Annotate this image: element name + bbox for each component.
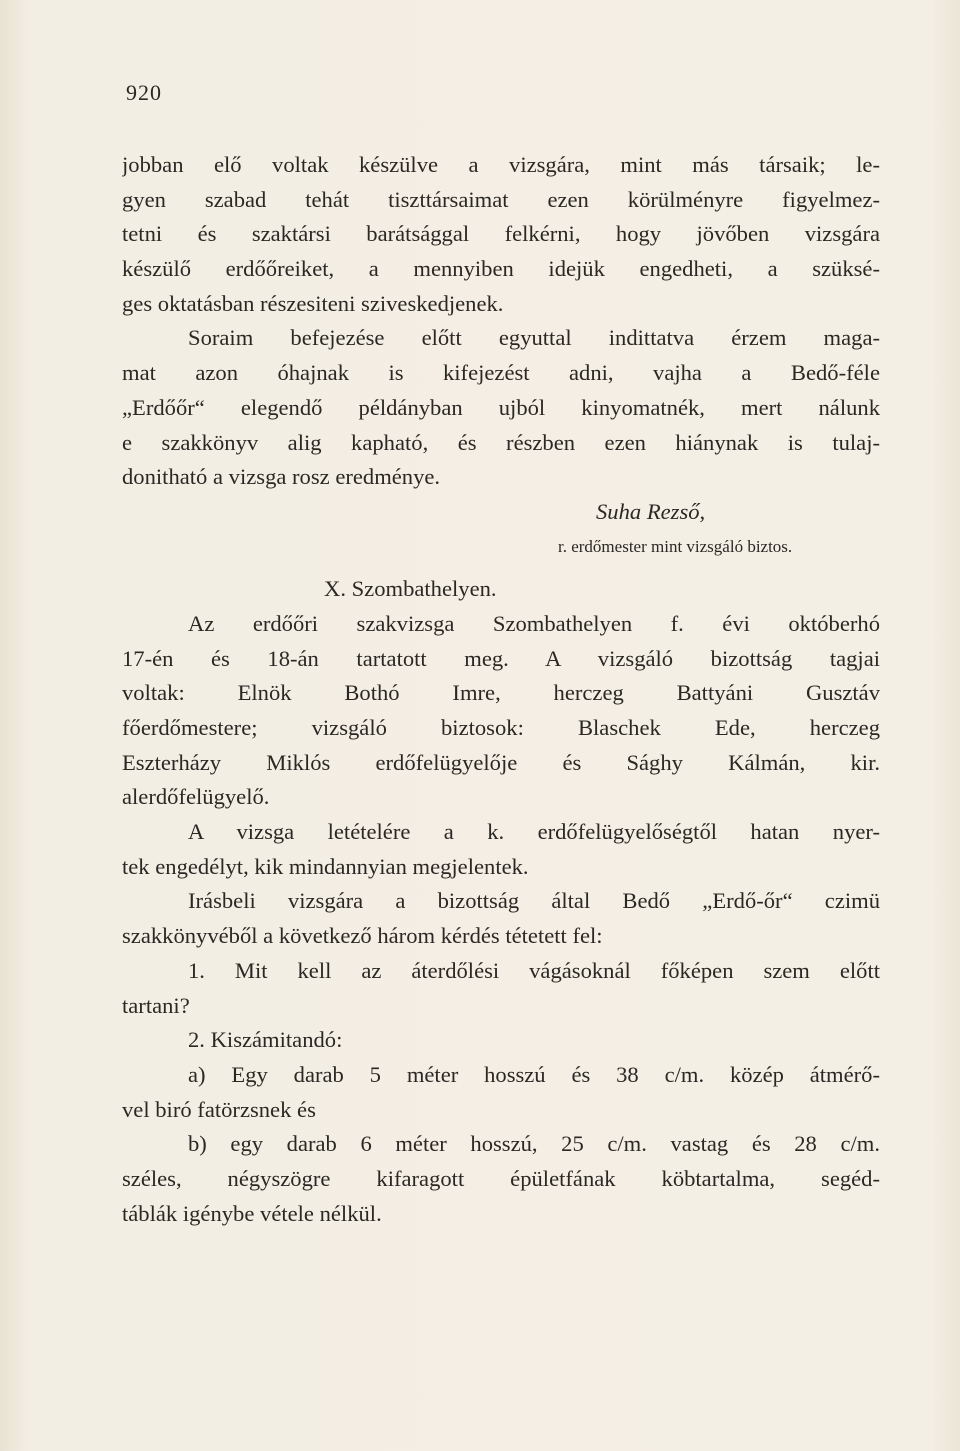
text-line: széles, négyszögre kifaragott épületfának köbtartalma, segéd-	[122, 1165, 880, 1191]
text-line: táblák igénybe vétele nélkül.	[122, 1200, 382, 1226]
text-line: ges oktatásban részesiteni sziveskedjenek.	[122, 290, 504, 316]
text-line: voltak: Elnök Bothó Imre, herczeg Battyáni Gusztáv	[122, 680, 880, 706]
text-line: r. erdőmester mint vizsgáló biztos.	[558, 536, 793, 556]
body-text	[122, 148, 880, 1231]
text-line: Eszterházy Miklós erdőfelügyelője és Sághy Kálmán, kir.	[122, 749, 880, 775]
text-line: a) Egy darab 5 méter hosszú és 38 c/m. közép átmérő-	[188, 1061, 880, 1087]
text-line: készülő erdőőreiket, a mennyiben idejük engedheti, a szüksé-	[122, 256, 880, 282]
text-line: szakkönyvéből a következő három kérdés tétetett fel:	[122, 923, 603, 949]
text-line: tek engedélyt, kik mindannyian megjelentek.	[122, 853, 529, 879]
text-line: tetni és szaktársi barátsággal felkérni, hogy jövőben vizsgára	[122, 221, 880, 247]
text-line: főerdőmestere; vizsgáló biztosok: Blaschek Ede, herczeg	[122, 715, 880, 740]
text-line: gyen szabad tehát tiszttársaimat ezen körülményre figyelmez-	[122, 186, 880, 212]
text-line: X. Szombathelyen.	[324, 576, 497, 602]
text-line: 17-én és 18-án tartatott meg. A vizsgáló bizottság tagjai	[122, 645, 880, 671]
text-line: b) egy darab 6 méter hosszú, 25 c/m. vastag és 28 c/m.	[188, 1131, 880, 1157]
text-line: A vizsga letételére a k. erdőfelügyelőségtől hatan nyer-	[188, 819, 880, 845]
text-line: jobban elő voltak készülve a vizsgára, mint más társaik; le-	[122, 152, 880, 177]
text-line: vel biró fatörzsnek és	[122, 1096, 316, 1122]
page-number: 920	[126, 80, 162, 105]
text-line: Suha Rezső,	[596, 498, 706, 524]
text-line: „Erdőőr“ elegendő példányban ujból kinyomatnék, mert nálunk	[122, 394, 880, 420]
text-line: Soraim befejezése előtt egyuttal indittatva érzem maga-	[188, 325, 880, 351]
text-line: 1. Mit kell az áterdőlési vágásoknál főképen szem előtt	[188, 957, 880, 983]
text-line: mat azon óhajnak is kifejezést adni, vajha a Bedő-féle	[122, 360, 880, 386]
text-line: Irásbeli vizsgára a bizottság által Bedő „Erdő-őr“ czimü	[188, 888, 880, 914]
text-line: Az erdőőri szakvizsga Szombathelyen f. évi októberhó	[188, 610, 880, 636]
text-line: tartani?	[122, 992, 190, 1018]
text-line: e szakkönyv alig kapható, és részben ezen hiánynak is tulaj-	[122, 429, 880, 455]
text-line: 2. Kiszámitandó:	[188, 1027, 343, 1053]
text-line: alerdőfelügyelő.	[122, 784, 270, 810]
text-line: donitható a vizsga rosz eredménye.	[122, 464, 441, 490]
